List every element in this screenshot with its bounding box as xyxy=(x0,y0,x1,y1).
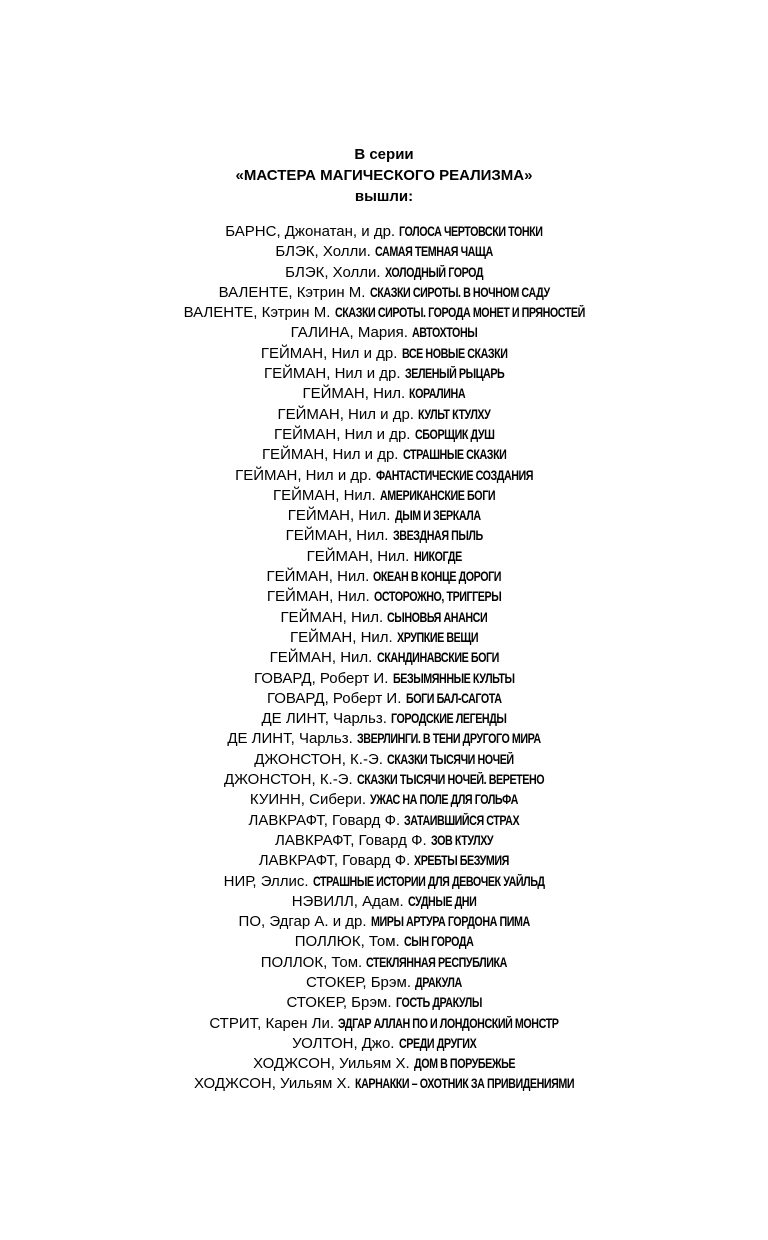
book-entry xyxy=(0,222,768,242)
book-author: ГЕЙМАН, Нил. xyxy=(266,588,370,606)
book-title: МИРЫ АРТУРА ГОРДОНА ПИМА xyxy=(370,914,530,930)
book-title: ХОЛОДНЫЙ ГОРОД xyxy=(384,264,483,280)
book-author: ВАЛЕНТЕ, Кэтрин М. xyxy=(183,304,331,322)
book-entry xyxy=(0,811,768,831)
book-title: АВТОХТОНЫ xyxy=(412,325,478,341)
book-title: СКАЗКИ СИРОТЫ. ГОРОДА МОНЕТ И ПРЯНОСТЕЙ xyxy=(334,305,585,321)
book-title: ЗВЕЗДНАЯ ПЫЛЬ xyxy=(392,528,483,544)
book-author: ГАЛИНА, Мария. xyxy=(290,324,408,342)
book-title: КУЛЬТ КТУЛХУ xyxy=(418,406,491,422)
book-author: ПО, Эдгар А. и др. xyxy=(238,913,367,931)
book-entry xyxy=(0,547,768,567)
book-title: СКАЗКИ ТЫСЯЧИ НОЧЕЙ xyxy=(387,751,514,767)
book-title: СТЕКЛЯННАЯ РЕСПУБЛИКА xyxy=(366,954,508,970)
book-author: СТРИТ, Карен Ли. xyxy=(209,1014,335,1032)
book-entry xyxy=(0,1054,768,1074)
book-title: АМЕРИКАНСКИЕ БОГИ xyxy=(379,487,495,503)
book-entry xyxy=(0,344,768,364)
book-title: ДОМ В ПОРУБЕЖЬЕ xyxy=(413,1056,515,1072)
book-author: ВАЛЕНТЕ, Кэтрин М. xyxy=(218,283,366,301)
book-author: КУИНН, Сибери. xyxy=(249,791,366,809)
book-title: СТРАШНЫЕ ИСТОРИИ ДЛЯ ДЕВОЧЕК УАЙЛЬД xyxy=(312,873,545,889)
book-title: ГОЛОСА ЧЕРТОВСКИ ТОНКИ xyxy=(399,224,543,239)
book-title: СУДНЫЕ ДНИ xyxy=(407,893,477,909)
book-title: БЕЗЫМЯННЫЕ КУЛЬТЫ xyxy=(392,670,515,686)
book-author: ГЕЙМАН, Нил и др. xyxy=(260,344,398,362)
book-entry xyxy=(0,445,768,465)
book-entry xyxy=(0,709,768,729)
book-title: УЖАС НА ПОЛЕ ДЛЯ ГОЛЬФА xyxy=(370,792,519,808)
book-title: СБОРЩИК ДУШ xyxy=(414,426,495,442)
book-title: ОСТОРОЖНО, ТРИГГЕРЫ xyxy=(373,589,502,605)
book-author: ГЕЙМАН, Нил. xyxy=(273,486,376,504)
book-author: СТОКЕР, Брэм. xyxy=(286,994,392,1012)
book-author: ХОДЖСОН, Уильям Х. xyxy=(194,1075,351,1093)
book-author: ПОЛЛОК, Том. xyxy=(260,953,363,971)
book-title: ЗАТАИВШИЙСЯ СТРАХ xyxy=(404,812,520,828)
book-author: ГЕЙМАН, Нил и др. xyxy=(264,365,401,383)
book-entry xyxy=(0,526,768,546)
book-author: ГЕЙМАН, Нил. xyxy=(287,507,391,525)
book-author: ПОЛЛЮК, Том. xyxy=(294,933,400,951)
book-author: ХОДЖСОН, Уильям Х. xyxy=(253,1055,410,1073)
book-title: СКАЗКИ СИРОТЫ. В НОЧНОМ САДУ xyxy=(369,284,550,300)
book-entry xyxy=(0,912,768,932)
book-entry xyxy=(0,953,768,973)
book-title: ЗВЕРЛИНГИ. В ТЕНИ ДРУГОГО МИРА xyxy=(356,731,541,747)
book-title: ХРУПКИЕ ВЕЩИ xyxy=(396,629,478,645)
book-entry xyxy=(0,973,768,993)
book-entry xyxy=(0,466,768,486)
book-author: СТОКЕР, Брэм. xyxy=(305,973,412,991)
book-author: ДЖОНСТОН, К.-Э. xyxy=(223,771,353,789)
book-entry xyxy=(0,648,768,668)
book-title: СКАЗКИ ТЫСЯЧИ НОЧЕЙ. ВЕРЕТЕНО xyxy=(356,772,545,788)
book-title: САМАЯ ТЕМНАЯ ЧАЩА xyxy=(374,244,493,260)
book-entry xyxy=(0,364,768,384)
book-list xyxy=(0,222,768,1095)
series-intro: В серии xyxy=(354,146,414,163)
book-title: БОГИ БАЛ-САГОТА xyxy=(405,690,502,706)
book-title: КАРНАККИ – ОХОТНИК ЗА ПРИВИДЕНИЯМИ xyxy=(354,1076,574,1092)
book-title: ЗЕЛЕНЫЙ РЫЦАРЬ xyxy=(404,366,505,382)
book-author: ЛАВКРАФТ, Говард Ф. xyxy=(248,811,401,829)
book-author: ДЕ ЛИНТ, Чарльз. xyxy=(227,730,353,748)
book-entry xyxy=(0,851,768,871)
book-title: ДРАКУЛА xyxy=(415,974,463,990)
book-author: ГЕЙМАН, Нил. xyxy=(280,608,384,626)
book-title: СРЕДИ ДРУГИХ xyxy=(398,1035,476,1051)
book-author: ГЕЙМАН, Нил и др. xyxy=(273,425,411,443)
book-author: ЛАВКРАФТ, Говард Ф. xyxy=(275,831,427,849)
book-entry xyxy=(0,506,768,526)
book-title: ГОСТЬ ДРАКУЛЫ xyxy=(395,995,482,1011)
book-title: ВСЕ НОВЫЕ СКАЗКИ xyxy=(401,345,508,361)
book-entry xyxy=(0,669,768,689)
book-entry xyxy=(0,486,768,506)
book-title: ЗОВ КТУЛХУ xyxy=(430,832,493,848)
book-author: БАРНС, Джонатан, и др. xyxy=(225,223,396,240)
book-title: КОРАЛИНА xyxy=(409,386,466,402)
book-entry xyxy=(0,567,768,587)
book-entry xyxy=(0,750,768,770)
book-entry xyxy=(0,323,768,343)
book-author: ДЕ ЛИНТ, Чарльз. xyxy=(261,710,387,728)
book-title: ДЫМ И ЗЕРКАЛА xyxy=(394,508,481,524)
book-entry xyxy=(0,263,768,283)
book-author: ГЕЙМАН, Нил и др. xyxy=(277,405,414,423)
book-author: НИР, Эллис. xyxy=(223,872,309,890)
book-entry xyxy=(0,932,768,952)
book-author: БЛЭК, Холли. xyxy=(285,263,381,281)
book-title: ХРЕБТЫ БЕЗУМИЯ xyxy=(414,853,510,869)
book-author: ГЕЙМАН, Нил. xyxy=(302,385,406,403)
book-author: ГЕЙМАН, Нил. xyxy=(285,527,389,545)
book-entry xyxy=(0,242,768,262)
book-author: ГЕЙМАН, Нил и др. xyxy=(235,466,372,484)
book-entry xyxy=(0,729,768,749)
book-author: УОЛТОН, Джо. xyxy=(292,1034,395,1052)
book-title: ФАНТАСТИЧЕСКИЕ СОЗДАНИЯ xyxy=(375,467,533,483)
book-entry xyxy=(0,1014,768,1034)
book-author: ЛАВКРАФТ, Говард Ф. xyxy=(258,852,411,870)
book-author: ДЖОНСТОН, К.-Э. xyxy=(254,750,383,768)
series-title: «МАСТЕРА МАГИЧЕСКОГО РЕАЛИЗМА» xyxy=(235,167,533,184)
book-title: ОКЕАН В КОНЦЕ ДОРОГИ xyxy=(373,569,502,585)
book-author: ГЕЙМАН, Нил. xyxy=(306,547,410,565)
book-author: ГОВАРД, Роберт И. xyxy=(266,689,402,707)
book-entry xyxy=(0,283,768,303)
book-author: ГЕЙМАН, Нил. xyxy=(290,628,393,646)
book-entry xyxy=(0,384,768,404)
book-entry xyxy=(0,1034,768,1054)
book-title: ЭДГАР АЛЛАН ПО И ЛОНДОНСКИЙ МОНСТР xyxy=(338,1015,559,1031)
book-title: СЫН ГОРОДА xyxy=(403,934,474,950)
book-entry xyxy=(0,993,768,1013)
book-entry xyxy=(0,608,768,628)
book-entry xyxy=(0,892,768,912)
book-entry xyxy=(0,770,768,790)
book-entry xyxy=(0,872,768,892)
book-author: ГЕЙМАН, Нил и др. xyxy=(261,446,399,464)
book-entry xyxy=(0,790,768,810)
book-author: БЛЭК, Холли. xyxy=(275,243,371,261)
book-title: СЫНОВЬЯ АНАНСИ xyxy=(387,609,488,625)
book-entry xyxy=(0,587,768,607)
book-title: СТРАШНЫЕ СКАЗКИ xyxy=(402,447,507,463)
book-entry xyxy=(0,405,768,425)
book-title: НИКОГДЕ xyxy=(413,548,462,564)
book-entry xyxy=(0,1074,768,1094)
book-author: ГОВАРД, Роберт И. xyxy=(253,669,389,687)
book-title: СКАНДИНАВСКИЕ БОГИ xyxy=(376,650,499,666)
series-published-label: вышли: xyxy=(354,188,414,205)
book-author: ГЕЙМАН, Нил. xyxy=(269,649,373,667)
book-entry xyxy=(0,303,768,323)
book-entry xyxy=(0,831,768,851)
book-entry xyxy=(0,425,768,445)
book-author: ГЕЙМАН, Нил. xyxy=(266,568,370,586)
book-author: НЭВИЛЛ, Адам. xyxy=(291,892,404,910)
book-entry xyxy=(0,689,768,709)
book-title: ГОРОДСКИЕ ЛЕГЕНДЫ xyxy=(391,711,507,727)
book-entry xyxy=(0,628,768,648)
